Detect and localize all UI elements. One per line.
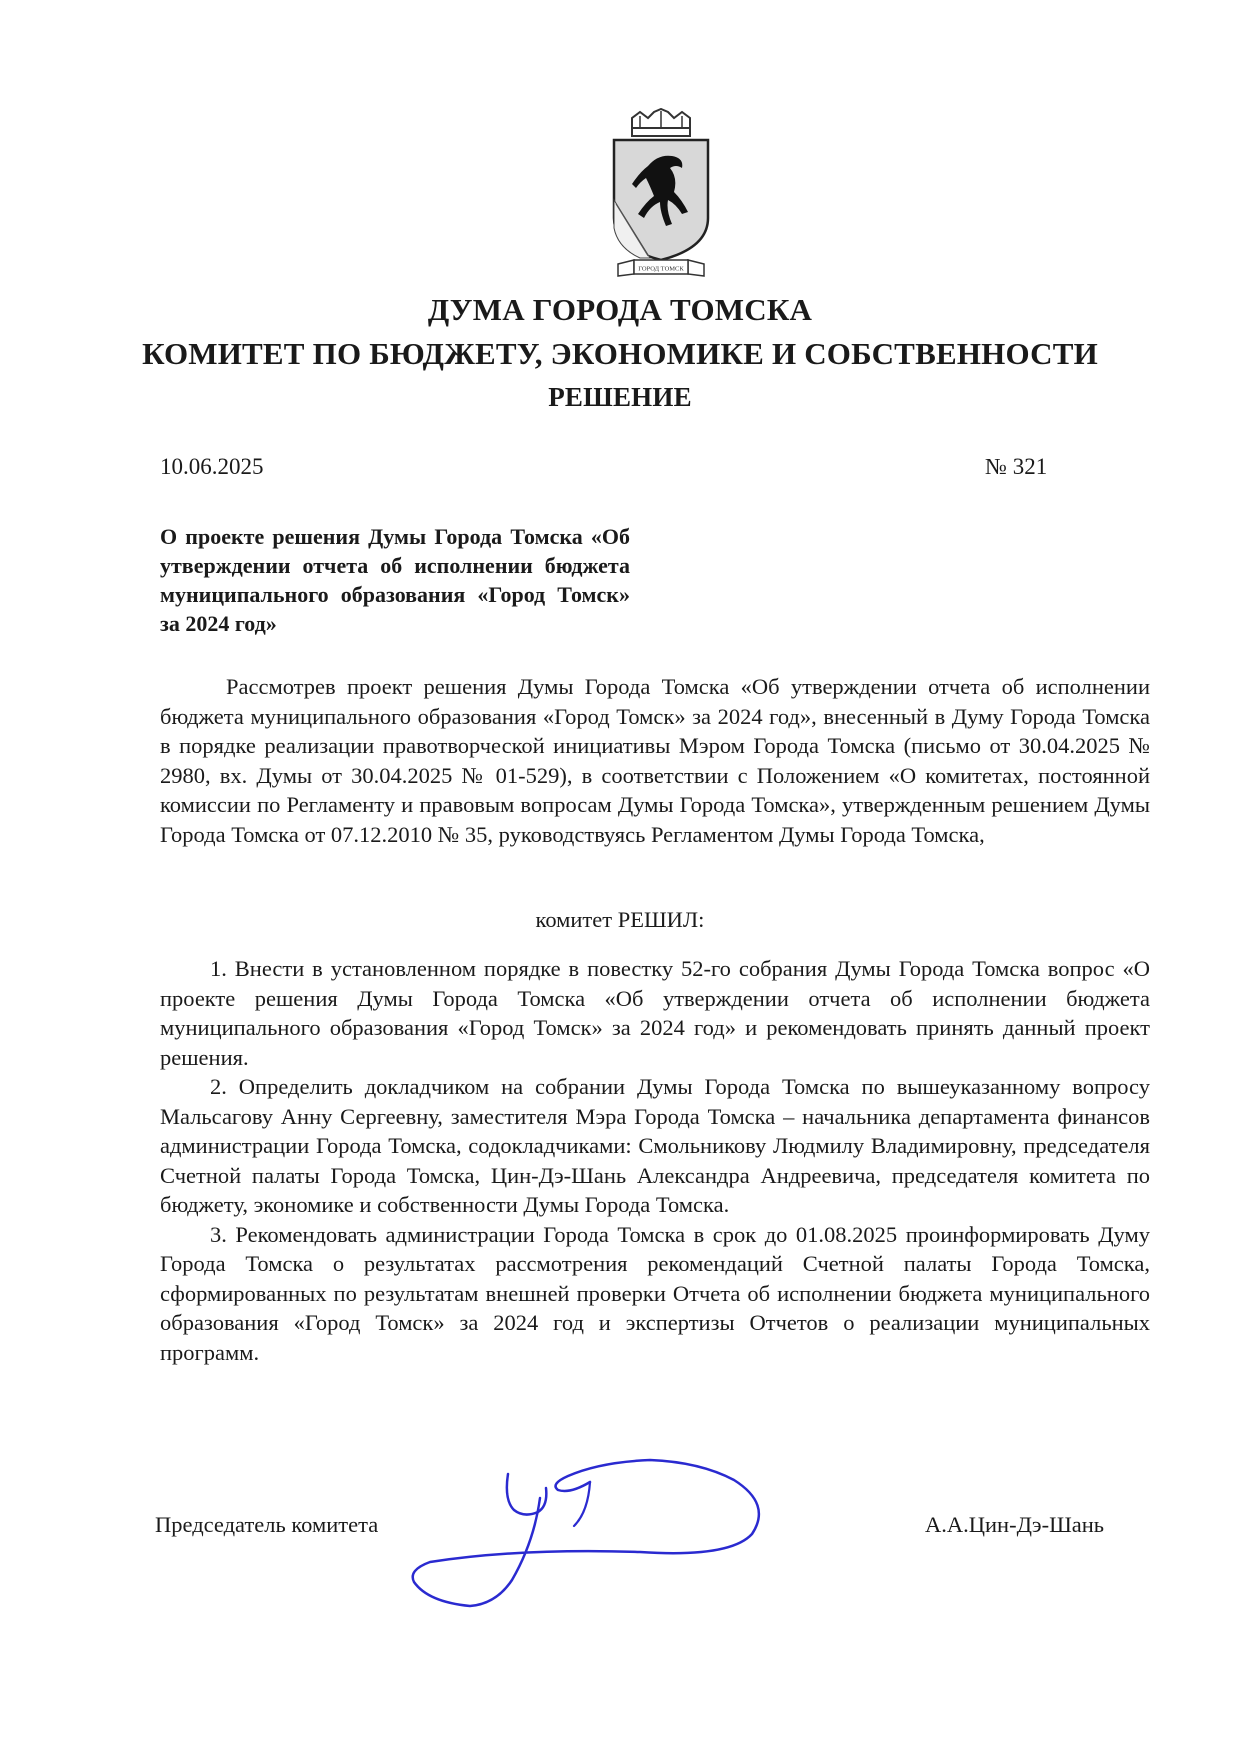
decision-item: 1. Внести в установленном порядке в повестку 52-го собрания Думы Города Томска вопрос «О проекте решения Думы Города Томска «Об утверждении отчета об исполнении бюджета муниципального образования «Город Томск» за 2024 год» и рекомендовать принять данный проект решения. bbox=[160, 956, 1150, 1070]
decision-subject: О проекте решения Думы Города Томска «Об утверждении отчета об исполнении бюджета муниципального образования «Город Томск» за 2024 год» bbox=[160, 524, 630, 636]
emblem-motto: ГОРОД ТОМСК bbox=[638, 265, 684, 273]
signatory-role: Председатель комитета bbox=[155, 1512, 379, 1537]
signatory-name: А.А.Цин-Дэ-Шань bbox=[925, 1512, 1105, 1537]
committee-title: КОМИТЕТ ПО БЮДЖЕТУ, ЭКОНОМИКЕ И СОБСТВЕННОСТИ bbox=[142, 336, 1098, 371]
decision-item: 2. Определить докладчиком на собрании Думы Города Томска по вышеуказанному вопросу Мальсагову Анну Сергеевну, заместителя Мэра Города Томска – начальника департамента финансов администрации Города Томска, содокладчиками: Смольникову Людмилу Владимировну, председателя Счетной палаты Города Томска, Цин-Дэ-Шань Александра Андреевича, председателя комитета по бюджету, экономике и собственности Думы Города Томска. bbox=[160, 1074, 1150, 1217]
decision-item: 3. Рекомендовать администрации Города Томска в срок до 01.08.2025 проинформировать Думу Города Томска о результатах рассмотрения рекомендаций Счетной палаты Города Томска, сформированных по результатам внешней проверки Отчета об исполнении бюджета муниципального образования «Город Томск» за 2024 год и экспертизы Отчетов о реализации муниципальных программ. bbox=[160, 1221, 1150, 1365]
decision-heading: комитет РЕШИЛ: bbox=[535, 907, 705, 932]
document-type: РЕШЕНИЕ bbox=[548, 382, 692, 412]
decision-number: № 321 bbox=[985, 454, 1048, 479]
decision-items bbox=[160, 954, 1150, 1367]
coat-of-arms-icon bbox=[610, 108, 712, 280]
preamble-paragraph: Рассмотрев проект решения Думы Города Томска «Об утверждении отчета об исполнении бюджета муниципального образования «Город Томск» за 2024 год», внесенный в Думу Города Томска в порядке реализации правотворческой инициативы Мэром Города Томска (письмо от 30.04.2025 № 2980, вх. Думы от 30.04.2025 № 01-529), в соответствии с Положением «О комитетах, постоянной комиссии по Регламенту и правовым вопросам Думы Города Томска», утвержденным решением Думы Города Томска от 07.12.2010 № 35, руководствуясь Регламентом Думы Города Томска, bbox=[160, 674, 1150, 847]
organization-title: ДУМА ГОРОДА ТОМСКА bbox=[427, 292, 813, 327]
decision-date: 10.06.2025 bbox=[160, 454, 264, 479]
handwritten-signature bbox=[400, 1452, 870, 1627]
